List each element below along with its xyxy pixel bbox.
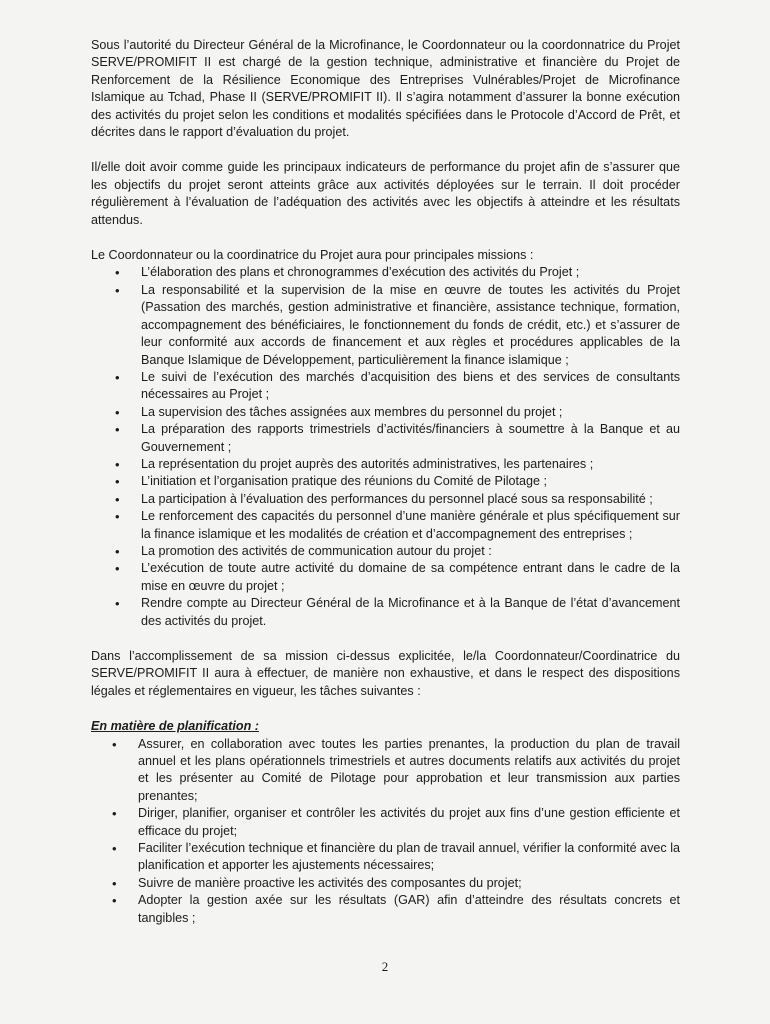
list-item: • Le renforcement des capacités du personnel d’une manière générale et plus spécifiquement sur la finance islamique et les modalités de création et d’accompagnement des entreprises ; xyxy=(141,508,680,543)
performance-paragraph: Il/elle doit avoir comme guide les principaux indicateurs de performance du projet afin de s’assurer que les objectifs du projet seront atteints grâce aux activités déployées sur le terrain. Il doit procéder régulièrement à l’évaluation de l’adéquation des activités avec les objectifs à atteindre et les résultats attendus. xyxy=(91,160,680,227)
list-item: • Diriger, planifier, organiser et contrôler les activités du projet aux fins d’une gestion efficiente et efficace du projet; xyxy=(138,805,680,840)
list-item: • La participation à l’évaluation des performances du personnel placé sous sa responsabilité ; xyxy=(141,491,680,508)
list-item: • L’élaboration des plans et chronogrammes d’exécution des activités du Projet ; xyxy=(141,264,680,281)
missions-intro: Le Coordonnateur ou la coordinatrice du Projet aura pour principales missions : xyxy=(91,248,534,263)
list-item: • Rendre compte au Directeur Général de la Microfinance et à la Banque de l’état d’avancement des activités du projet. xyxy=(141,595,680,630)
page-number: 2 xyxy=(381,959,389,974)
missions-list xyxy=(91,264,680,630)
list-item: • Assurer, en collaboration avec toutes les parties prenantes, la production du plan de travail annuel et les plans opérationnels trimestriels et autres documents relatifs aux activités du projet et les présenter au Comité de Pilotage pour approbation et leur transmission aux parties prenantes; xyxy=(138,736,680,806)
intro-paragraph: Sous l’autorité du Directeur Général de la Microfinance, le Coordonnateur ou la coordonnatrice du Projet SERVE/PROMIFIT II est chargé de la gestion technique, administrative et financière du Projet de Renforcement de la Résilience Economique des Entreprises Vulnérables/Projet de Microfinance Islamique au Tchad, Phase II (SERVE/PROMIFIT II). Il s’agira notamment d’assurer la bonne exécution des activités du projet selon les conditions et modalités spécifiées dans le Protocole d’Accord de Prêt, et décrites dans le rapport d’évaluation du projet. xyxy=(91,38,680,140)
list-item: • Suivre de manière proactive les activités des composantes du projet; xyxy=(138,875,680,892)
list-item: • La responsabilité et la supervision de la mise en œuvre de toutes les activités du Projet (Passation des marchés, gestion administrative et financière, assistance technique, formation, accompagnement des bénéficiaires, le fonctionnement du fonds de crédit, etc.) et s’assurer de leur conformité aux accords de financement et aux règles et procédures applicables de la Banque Islamique de Développement, particulièrement la finance islamique ; xyxy=(141,282,680,369)
list-item: • Faciliter l’exécution technique et financière du plan de travail annuel, vérifier la conformité avec la planification et apporter les ajustements nécessaires; xyxy=(138,840,680,875)
tasks-intro-paragraph: Dans l’accomplissement de sa mission ci-dessus explicitée, le/la Coordonnateur/Coordinatrice du SERVE/PROMIFIT II aura à effectuer, de manière non exhaustive, et dans le respect des dispositions légales et réglementaires en vigueur, les tâches suivantes : xyxy=(91,649,680,698)
planning-list xyxy=(91,736,680,927)
list-item: • L’exécution de toute autre activité du domaine de sa compétence entrant dans le cadre de la mise en œuvre du projet ; xyxy=(141,560,680,595)
list-item: • La supervision des tâches assignées aux membres du personnel du projet ; xyxy=(141,404,680,421)
planning-heading: En matière de planification : xyxy=(91,719,259,734)
list-item: • Adopter la gestion axée sur les résultats (GAR) afin d’atteindre des résultats concrets et tangibles ; xyxy=(138,892,680,927)
list-item: • L’initiation et l’organisation pratique des réunions du Comité de Pilotage ; xyxy=(141,473,680,490)
list-item: • La préparation des rapports trimestriels d’activités/financiers à soumettre à la Banque et au Gouvernement ; xyxy=(141,421,680,456)
list-item: • La représentation du projet auprès des autorités administratives, les partenaires ; xyxy=(141,456,680,473)
list-item: • Le suivi de l’exécution des marchés d’acquisition des biens et des services de consultants nécessaires au Projet ; xyxy=(141,369,680,404)
list-item: • La promotion des activités de communication autour du projet : xyxy=(141,543,680,560)
